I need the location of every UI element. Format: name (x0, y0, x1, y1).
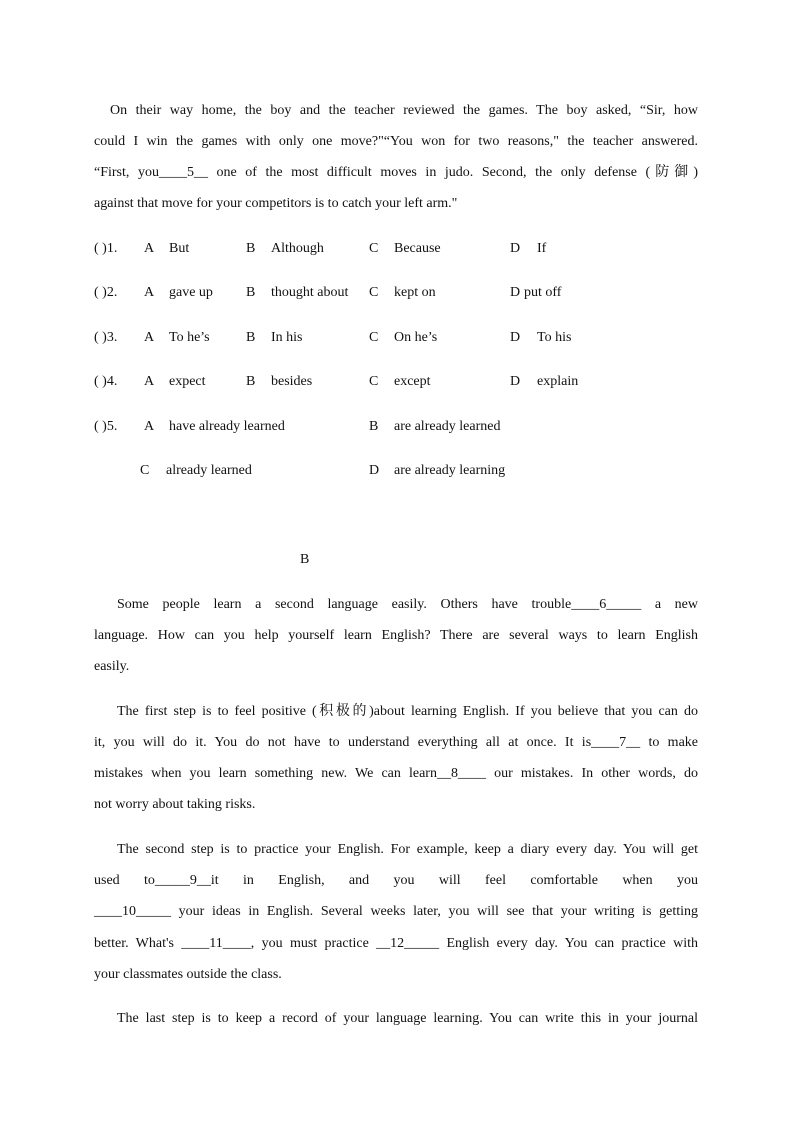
option-text: are already learned (394, 419, 501, 434)
paragraph-line: easily. (94, 659, 130, 674)
option-letter: A (144, 374, 155, 389)
paragraph-line: ____10_____ your ideas in English. Several weeks later, you will see that your writing is getting (94, 904, 698, 919)
question-2 (94, 283, 694, 303)
paragraph-line: it, you will do it. You do not have to understand everything all at once. It is____7__ to make (94, 735, 698, 750)
paragraph-line: better. What's ____11____, you must practice __12_____ English every day. You can practice with (94, 936, 698, 951)
question-1 (94, 239, 694, 259)
option-letter: D (369, 463, 380, 478)
option-text: are already learning (394, 463, 506, 478)
option-letter: C (140, 463, 150, 478)
paragraph-line: not worry about taking risks. (94, 797, 256, 812)
option-text: have already learned (169, 419, 285, 434)
option-text: already learned (166, 463, 252, 478)
question-number: ( )1. (94, 241, 118, 256)
passage-a-line: On their way home, the boy and the teacher reviewed the games. The boy asked, “Sir, how (110, 103, 698, 118)
option-text: thought about (271, 285, 349, 300)
option-text: In his (271, 330, 303, 345)
passage-a-line: could I win the games with only one move?"“You won for two reasons," the teacher answered. (94, 134, 698, 149)
option-letter: B (246, 374, 256, 389)
paragraph-line: The last step is to keep a record of your language learning. You can write this in your journal (117, 1011, 698, 1026)
option-text: besides (271, 374, 313, 389)
option-text: expect (169, 374, 206, 389)
option-letter: C (369, 285, 379, 300)
question-5-continued (94, 461, 694, 481)
question-number: ( )2. (94, 285, 118, 300)
option-letter: B (246, 241, 256, 256)
option-text: To his (537, 330, 572, 345)
option-text: explain (537, 374, 579, 389)
question-3 (94, 328, 694, 348)
paragraph-line: The first step is to feel positive (积极的)about learning English. If you believe that you can do (117, 704, 698, 719)
option-letter: A (144, 241, 155, 256)
option-letter: A (144, 285, 155, 300)
option-letter: D (510, 285, 521, 300)
option-letter: A (144, 419, 155, 434)
option-text: gave up (169, 285, 213, 300)
option-text: kept on (394, 285, 436, 300)
option-text: except (394, 374, 431, 389)
option-letter: D (510, 374, 521, 389)
question-number: ( )5. (94, 419, 118, 434)
paragraph-line: used to_____9__it in English, and you will feel comfortable when you (94, 873, 698, 888)
question-4 (94, 372, 694, 392)
option-letter: B (369, 419, 379, 434)
option-text: If (537, 241, 547, 256)
question-5 (94, 417, 694, 437)
paragraph-line: The second step is to practice your English. For example, keep a diary every day. You will get (117, 842, 698, 857)
option-letter: B (246, 285, 256, 300)
option-text: To he’s (169, 330, 210, 345)
paragraph-line: language. How can you help yourself learn English? There are several ways to learn English (94, 628, 698, 643)
question-number: ( )4. (94, 374, 118, 389)
section-b-heading: B (300, 552, 310, 567)
option-text: On he’s (394, 330, 438, 345)
paragraph-line: your classmates outside the class. (94, 967, 282, 982)
option-letter: D (510, 241, 521, 256)
passage-a-line: against that move for your competitors is to catch your left arm." (94, 196, 458, 211)
option-text: Although (271, 241, 324, 256)
option-text: Because (394, 241, 441, 256)
paragraph-line: Some people learn a second language easily. Others have trouble____6_____ a new (117, 597, 698, 612)
option-letter: A (144, 330, 155, 345)
option-letter: C (369, 330, 379, 345)
paragraph-line: mistakes when you learn something new. We can learn__8____ our mistakes. In other words, do (94, 766, 698, 781)
passage-a-line: “First, you____5__ one of the most difficult moves in judo. Second, the only defense (防御) (94, 165, 698, 180)
option-letter: D (510, 330, 521, 345)
option-text: But (169, 241, 190, 256)
question-number: ( )3. (94, 330, 118, 345)
option-letter: B (246, 330, 256, 345)
option-text: put off (524, 285, 562, 300)
option-letter: C (369, 374, 379, 389)
option-letter: C (369, 241, 379, 256)
